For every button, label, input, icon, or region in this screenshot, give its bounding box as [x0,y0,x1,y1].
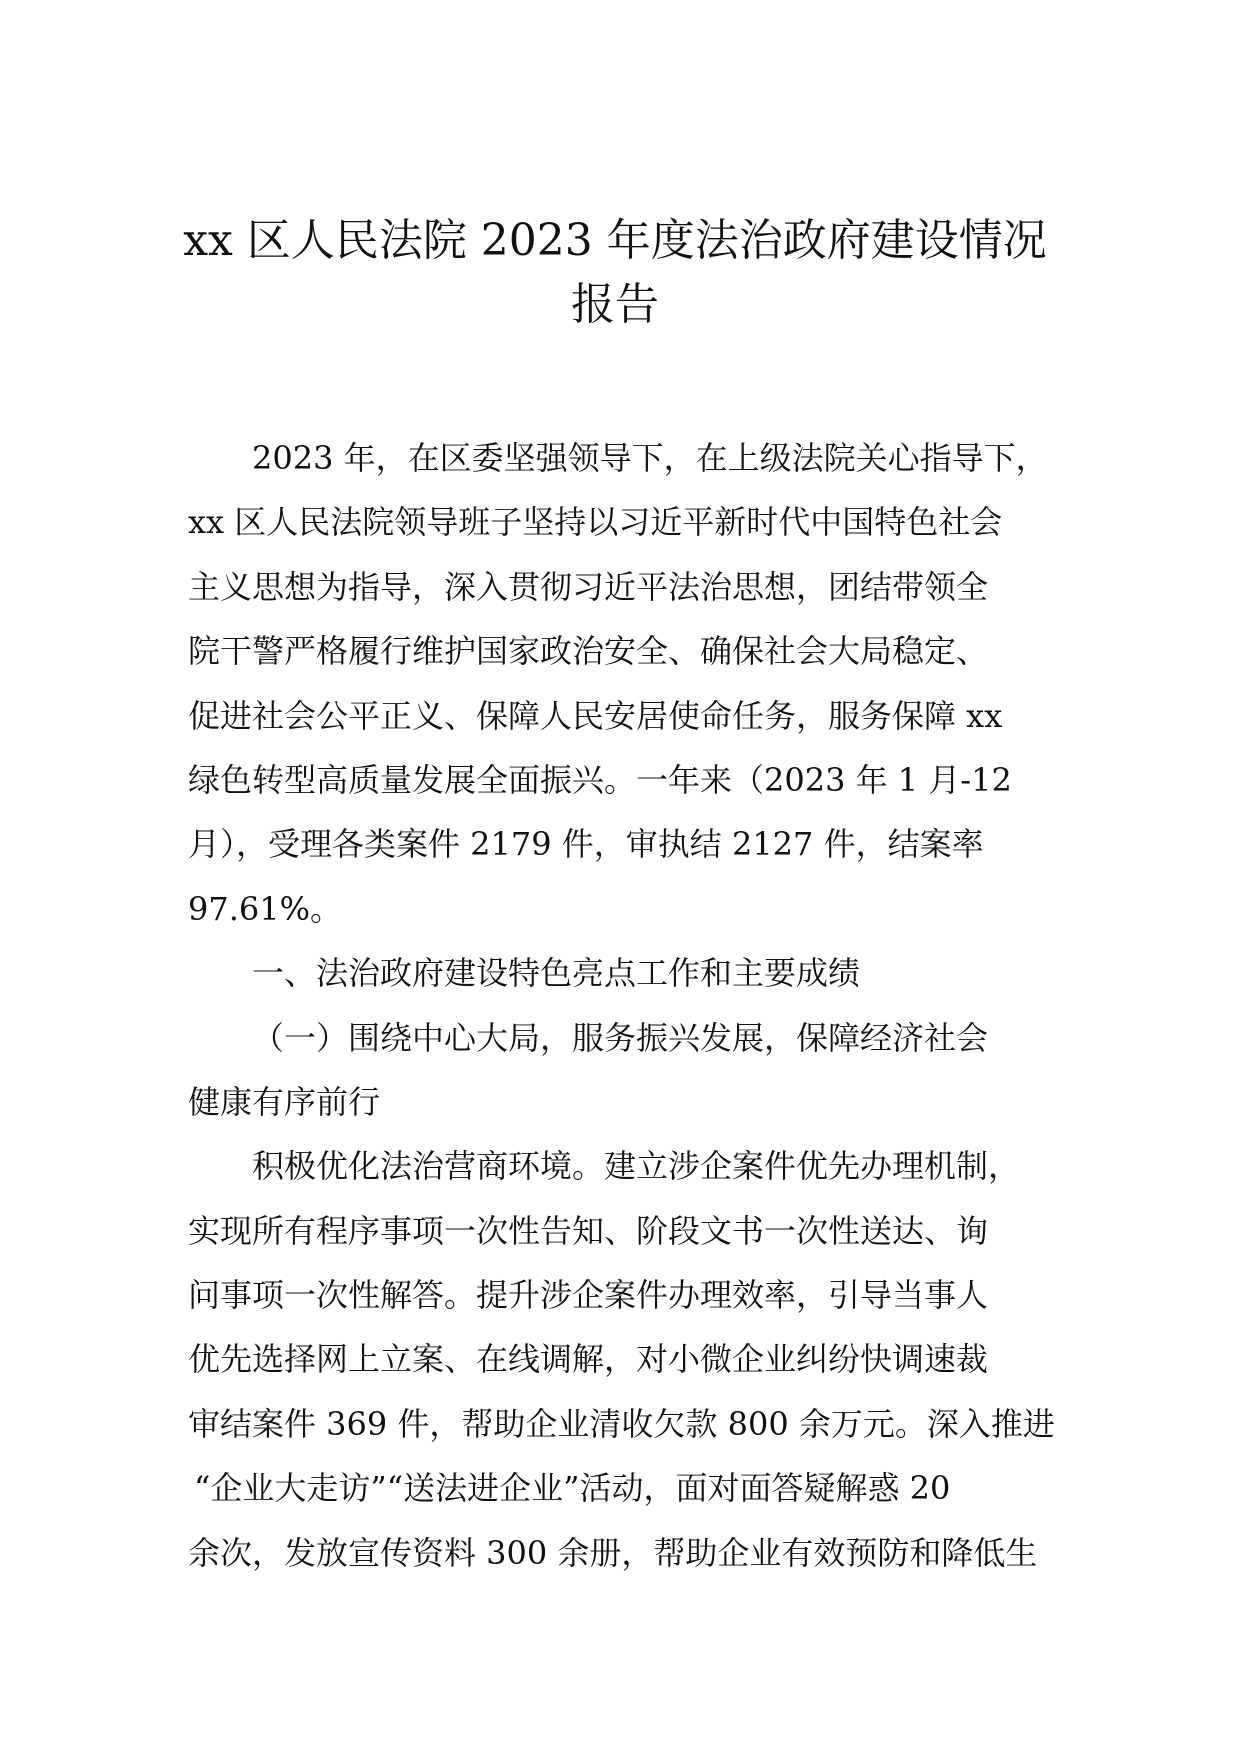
paragraph-line: 2023 年，在区委坚强领导下，在上级法院关心指导下， [252,439,1048,477]
paragraph-line: 院干警严格履行维护国家政治安全、确保社会大局稳定、 [188,632,989,671]
paragraph-line: 问事项一次性解答。提升涉企案件办理效率，引导当事人 [188,1276,989,1315]
document-title [150,210,1080,339]
paragraph-line: 余次，发放宣传资料 300 余册，帮助企业有效预防和降低生 [188,1533,1038,1572]
paragraph-line: 优先选择网上立案、在线调解，对小微企业纠纷快调速裁 [188,1340,989,1379]
document-body [188,426,1088,1585]
paragraph-line: 促进社会公平正义、保障人民安居使命任务，服务保障 xx [188,696,1003,735]
title-line: xx 区人民法院 2023 年度法治政府建设情况 [183,215,1047,266]
paragraph-line: 月），受理各类案件 2179 件，审执结 2127 件，结案率 [188,825,984,864]
paragraph-line: 积极优化法治营商环境。建立涉企案件优先办理机制， [252,1147,1021,1186]
subsection-heading: 健康有序前行 [188,1082,381,1121]
subsection-heading: （一）围绕中心大局，服务振兴发展，保障经济社会 [252,1018,989,1057]
paragraph-line: 审结案件 369 件，帮助企业清收欠款 800 余万元。深入推进 [188,1404,1055,1443]
paragraph-line: “企业大走访”“送法进企业”活动，面对面答疑解惑 20 [194,1469,951,1508]
paragraph-line: 实现所有程序事项一次性告知、阶段文书一次性送达、询 [188,1211,989,1250]
paragraph-line: xx 区人民法院领导班子坚持以习近平新时代中国特色社会 [188,503,1003,542]
paragraph-line: 绿色转型高质量发展全面振兴。一年来（2023 年 1 月-12 [188,760,1012,799]
paragraph-line: 主义思想为指导，深入贯彻习近平法治思想，团结带领全 [188,567,989,606]
title-line: 报告 [571,279,659,331]
paragraph-line: 97.61%。 [188,889,343,928]
section-heading: 一、法治政府建设特色亮点工作和主要成绩 [252,954,861,993]
